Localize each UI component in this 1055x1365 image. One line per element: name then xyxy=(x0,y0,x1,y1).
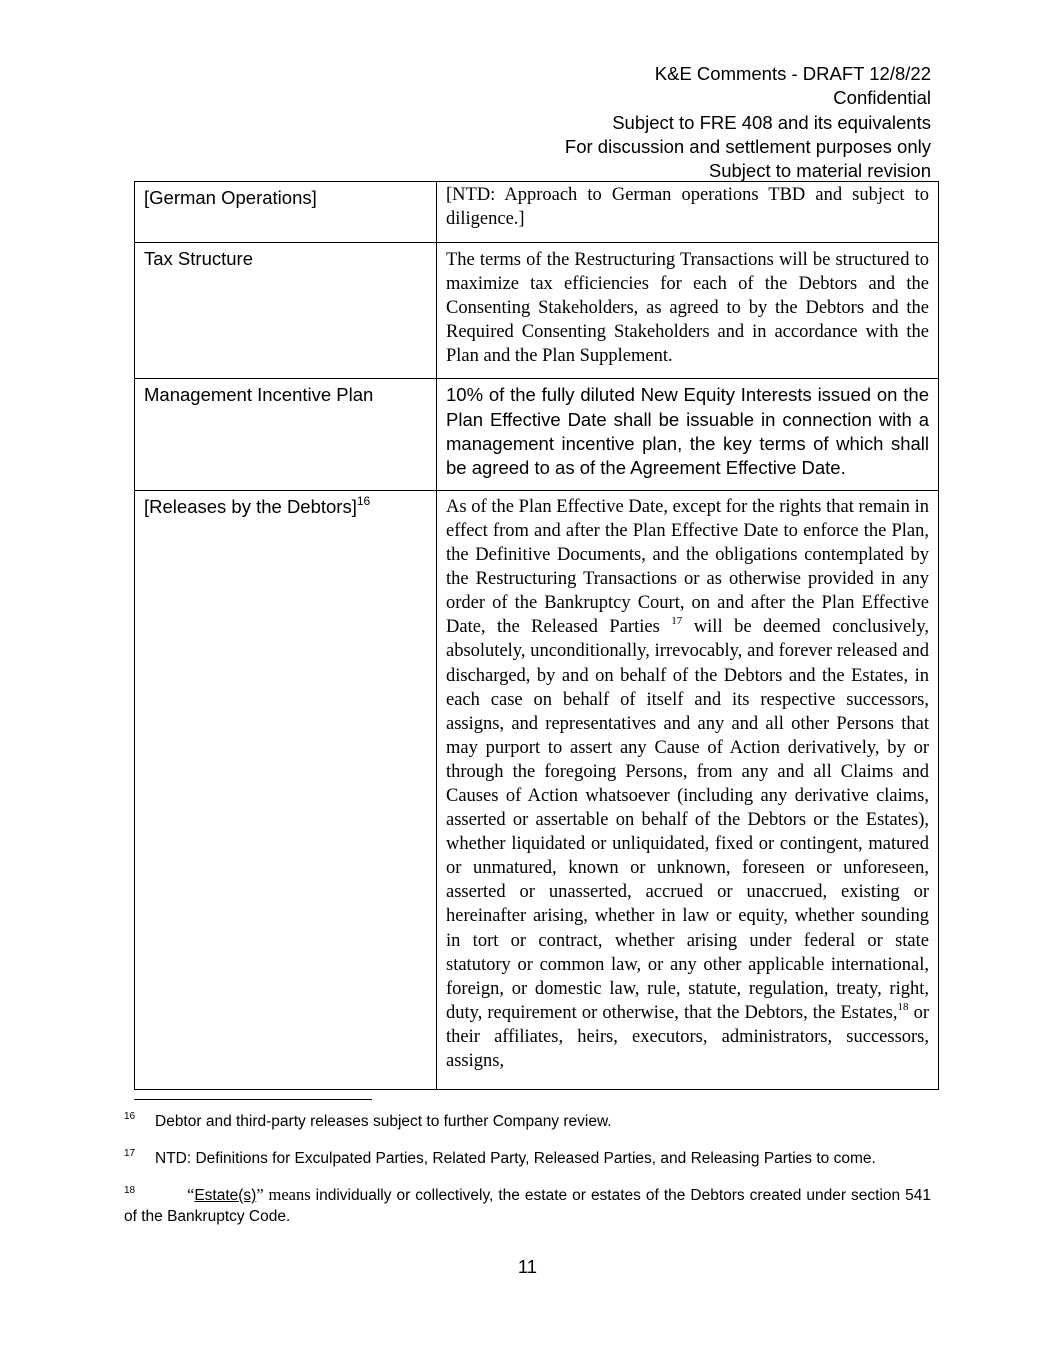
row-text-management-incentive-plan: 10% of the fully diluted New Equity Interests issued on the Plan Effective Date shall be issuable in connection with a management incentive plan, the key terms of which shall be agreed to as of the Agreement Effective Date. xyxy=(446,384,929,478)
row-text-cell xyxy=(437,379,939,490)
term-sheet-table xyxy=(134,181,939,1090)
footnote-17: 17 NTD: Definitions for Exculpated Parties, Related Party, Released Parties, and Releasing Parties to come. xyxy=(124,1148,876,1167)
row-label-management-incentive-plan: Management Incentive Plan xyxy=(144,384,374,406)
footnote-text: NTD: Definitions for Exculpated Parties, Related Party, Released Parties, and Releasing Parties to come. xyxy=(155,1150,876,1167)
table-row xyxy=(135,243,939,379)
row-text-cell xyxy=(437,490,939,1089)
footnote-open-quote: “ xyxy=(187,1185,195,1204)
footnote-ref-18[interactable]: 18 xyxy=(897,1000,909,1013)
release-text-part3: or their affiliates, heirs, executors, administrators, successors, assigns, xyxy=(446,1002,929,1071)
header-line-discussion: For discussion and settlement purposes only xyxy=(564,135,931,157)
row-label-cell xyxy=(135,490,437,1089)
footnote-16: 16 Debtor and third-party releases subject to further Company review. xyxy=(124,1111,612,1130)
row-text-cell xyxy=(437,182,939,243)
release-text-block xyxy=(446,495,929,1089)
table-row xyxy=(135,182,939,243)
footnote-ref-16[interactable]: 16 xyxy=(356,493,371,508)
footnote-18: 18 “Estate(s)” means individually or collectively, the estate or estates of the Debtors created under section 541 of the Bankruptcy Code. xyxy=(124,1185,932,1225)
table-row xyxy=(135,490,939,1089)
row-label-tax-structure: Tax Structure xyxy=(144,248,253,269)
table-row xyxy=(135,379,939,490)
row-text-tax-structure: The terms of the Restructuring Transactions will be structured to maximize tax efficiencies for each of the Debtors and the Consenting Stakeholders, as agreed to by the Debtors and the Required Consenting Stakeholders and in accordance with the Plan and the Plan Supplement. xyxy=(446,250,929,367)
row-label-cell xyxy=(135,379,437,490)
row-label-releases-by-debtors: [Releases by the Debtors] xyxy=(144,495,357,517)
row-label-german-operations: [German Operations] xyxy=(144,187,317,208)
header-line-confidential: Confidential xyxy=(833,87,931,109)
footnote-defined-term: Estate(s) xyxy=(194,1187,257,1204)
row-text-cell xyxy=(437,243,939,379)
footnote-text: individually or collectively, the estate or estates of the Debtors created under section 541 of the Bankruptcy Code. xyxy=(124,1187,932,1225)
release-text-part2: will be deemed conclusively, absolutely, unconditionally, irrevocably, and forever released and discharged, by and on behalf of the Debtors and the Estates, in each case on behalf of itself and its respective successors, assigns, and representatives and any and all other Persons that may purport to assert any Cause of Action derivatively, by or through the foregoing Persons, from any and all Claims and Causes of Action whatsoever (including any derivative claims, asserted or assertable on behalf of the Debtors or the Estates), whether liquidated or unliquidated, fixed or contingent, matured or unmatured, known or unknown, foreseen or unforeseen, asserted or unasserted, accrued or unaccrued, existing or hereinafter arising, whether in law or equity, whether sounding in tort or contract, whether arising under federal or state statutory or common law, or any other applicable international, foreign, or domestic law, rule, statute, regulation, treaty, right, duty, requirement or otherwise, that the Debtors, the Estates, xyxy=(446,617,929,1023)
page-number: 11 xyxy=(517,1256,538,1277)
row-label-cell xyxy=(135,182,437,243)
row-text-german-operations: [NTD: Approach to German operations TBD and subject to diligence.] xyxy=(446,185,929,230)
header-line-revision: Subject to material revision xyxy=(708,160,931,182)
footnote-means: ” means xyxy=(256,1185,311,1204)
draft-header xyxy=(565,62,931,183)
header-line-fre408: Subject to FRE 408 and its equivalents xyxy=(612,111,931,133)
footnote-text: Debtor and third-party releases subject to further Company review. xyxy=(155,1113,612,1130)
footnote-ref-17[interactable]: 17 xyxy=(671,615,683,628)
header-line-draft: K&E Comments - DRAFT 12/8/22 xyxy=(654,63,931,84)
release-text-part1: As of the Plan Effective Date, except for the rights that remain in effect from and after the Plan Effective Date to enforce the Plan, the Definitive Documents, and the obligations contemplated by the Restructuring Transactions or as otherwise provided in any order of the Bankruptcy Court, on and after the Plan Effective Date, the Released Parties xyxy=(446,496,929,638)
footnote-separator xyxy=(134,1099,372,1100)
row-label-cell xyxy=(135,243,437,379)
